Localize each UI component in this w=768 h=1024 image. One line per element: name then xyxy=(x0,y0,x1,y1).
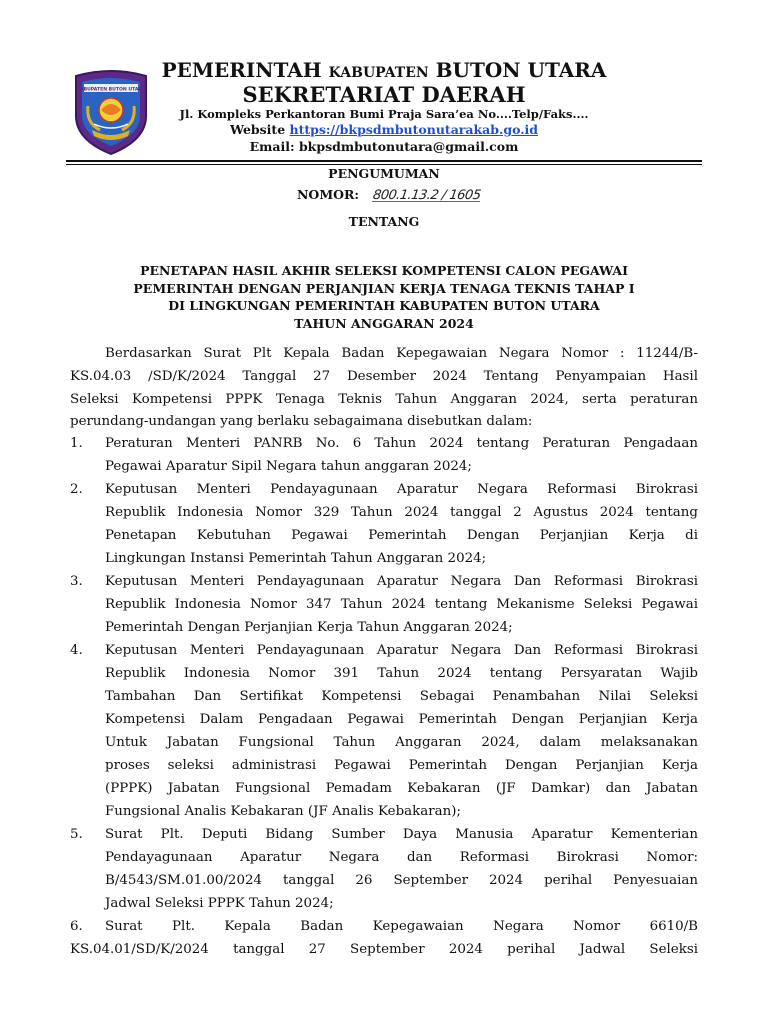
list-item-line: Keputusan Menteri Pendayagunaan Aparatur Negara Reformasi Birokrasi xyxy=(105,482,698,497)
intro-line: Berdasarkan Surat Plt Kepala Badan Kepegawaian Negara Nomor : 11244/B- xyxy=(105,346,698,361)
regency-crest-logo xyxy=(70,68,152,156)
list-item-line: Pendayagunaan Aparatur Negara dan Reformasi Birokrasi Nomor: xyxy=(105,850,698,865)
letterhead-rule-thick xyxy=(66,160,702,162)
list-item-line: Fungsional Analis Kebakaran (JF Analis Kebakaran); xyxy=(105,804,462,819)
list-item-line: Surat Plt. Kepala Badan Kepegawaian Negara Nomor 6610/B xyxy=(105,919,698,934)
intro-line: perundang-undangan yang berlaku sebagaimana disebutkan dalam: xyxy=(70,414,533,429)
list-item-line: B/4543/SM.01.00/2024 tanggal 26 September 2024 perihal Penyesuaian xyxy=(105,873,698,888)
letterhead-secretariat: SEKRETARIAT DAERAH xyxy=(242,82,526,107)
nomor-label: NOMOR: xyxy=(297,187,360,202)
title-line: DI LINGKUNGAN PEMERINTAH KABUPATEN BUTON UTARA xyxy=(168,298,600,313)
list-number: 4. xyxy=(70,643,83,658)
list-item-line: Keputusan Menteri Pendayagunaan Aparatur Negara Dan Reformasi Birokrasi xyxy=(105,643,698,658)
list-item-line: Penetapan Kebutuhan Pegawai Pemerintah Dengan Perjanjian Kerja di xyxy=(105,528,698,543)
list-item-line: KS.04.01/SD/K/2024 tanggal 27 September 2024 perihal Jadwal Seleksi xyxy=(70,942,698,957)
intro-line: Seleksi Kompetensi PPPK Tenaga Teknis Tahun Anggaran 2024, serta peraturan xyxy=(70,392,698,407)
website-label: Website xyxy=(229,122,290,137)
list-item-line: Pemerintah Dengan Perjanjian Kerja Tahun Anggaran 2024; xyxy=(105,620,513,635)
list-number: 5. xyxy=(70,827,83,842)
list-item-line: Peraturan Menteri PANRB No. 6 Tahun 2024 tentang Peraturan Pengadaan xyxy=(105,436,698,451)
list-item-line: Lingkungan Instansi Pemerintah Tahun Anggaran 2024; xyxy=(105,551,487,566)
list-item-line: Republik Indonesia Nomor 391 Tahun 2024 tentang Persyaratan Wajib xyxy=(105,666,698,681)
list-item-line: Keputusan Menteri Pendayagunaan Aparatur Negara Dan Reformasi Birokrasi xyxy=(105,574,698,589)
list-number: 3. xyxy=(70,574,83,589)
list-item-line: Republik Indonesia Nomor 347 Tahun 2024 tentang Mekanisme Seleksi Pegawai xyxy=(105,597,698,612)
list-item-line: Jadwal Seleksi PPPK Tahun 2024; xyxy=(105,896,334,911)
letterhead-rule-thin xyxy=(66,164,702,165)
nomor-handwritten-value: 800.1.13.2 / 1605 xyxy=(372,187,482,203)
list-number: 1. xyxy=(70,436,83,451)
title-line: PEMERINTAH DENGAN PERJANJIAN KERJA TENAGA TEKNIS TAHAP I xyxy=(133,280,635,296)
list-item-line: Untuk Jabatan Fungsional Tahun Anggaran 2024, dalam melaksanakan xyxy=(105,735,698,750)
announcement-title xyxy=(0,262,768,332)
list-number: 6. xyxy=(70,919,83,934)
letterhead-email: Email: bkpsdmbutonutara@gmail.com xyxy=(249,139,519,154)
list-item-line: Kompetensi Dalam Pengadaan Pegawai Pemerintah Dengan Perjanjian Kerja xyxy=(105,712,698,727)
list-item-line: Surat Plt. Deputi Bidang Sumber Daya Manusia Aparatur Kementerian xyxy=(105,827,698,842)
list-item-line: proses seleksi administrasi Pegawai Pemerintah Dengan Perjanjian Kerja xyxy=(105,758,698,773)
announcement-heading: PENGUMUMAN xyxy=(328,166,440,181)
list-item-line: Pegawai Aparatur Sipil Negara tahun anggaran 2024; xyxy=(105,459,472,474)
announcement-tentang: TENTANG xyxy=(348,214,420,229)
letterhead-website xyxy=(150,122,618,137)
letterhead-address: Jl. Kompleks Perkantoran Bumi Praja Sara’ea No....Telp/Faks.... xyxy=(179,107,589,121)
intro-line: KS.04.03 /SD/K/2024 Tanggal 27 Desember 2024 Tentang Penyampaian Hasil xyxy=(70,369,698,384)
list-item-line: Tambahan Dan Sertifikat Kompetensi Sebagai Penambahan Nilai Seleksi xyxy=(105,689,698,704)
website-link[interactable]: https://bkpsdmbutonutarakab.go.id xyxy=(289,122,539,137)
list-number: 2. xyxy=(70,482,83,497)
svg-text:KABUPATEN BUTON UTARA: KABUPATEN BUTON UTARA xyxy=(76,87,146,93)
title-line: TAHUN ANGGARAN 2024 xyxy=(294,315,474,331)
title-line: PENETAPAN HASIL AKHIR SELEKSI KOMPETENSI CALON PEGAWAI xyxy=(140,263,628,278)
list-item-line: Republik Indonesia Nomor 329 Tahun 2024 tanggal 2 Agustus 2024 tentang xyxy=(105,505,698,520)
nomor-row xyxy=(297,186,481,202)
letterhead-government: PEMERINTAH KABUPATEN BUTON UTARA xyxy=(161,58,607,82)
list-item-line: (PPPK) Jabatan Fungsional Pemadam Kebakaran (JF Damkar) dan Jabatan xyxy=(105,781,698,796)
